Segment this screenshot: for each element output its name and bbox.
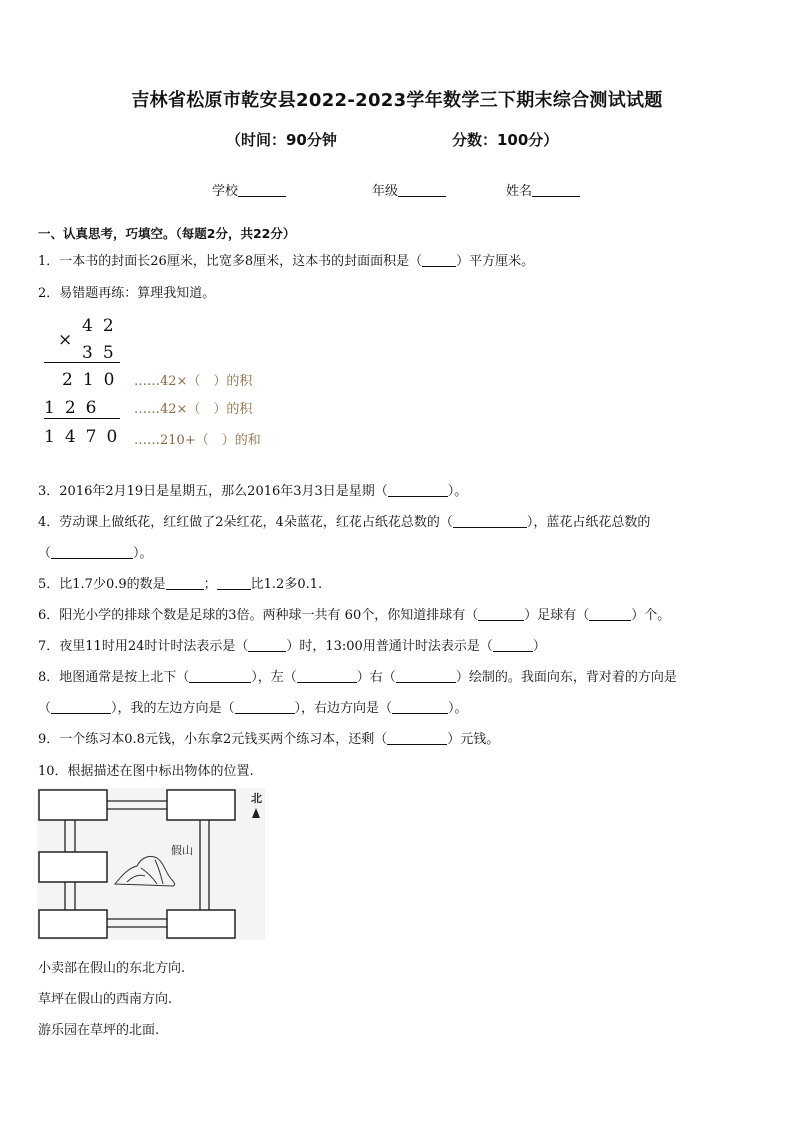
q8-text-h: ）。 <box>448 701 468 716</box>
q9-text-b: ）元钱。 <box>447 732 500 747</box>
statement-3: 游乐园在草坪的北面. <box>38 1023 160 1038</box>
question-4 <box>38 511 650 530</box>
q9-text-a: 9．一个练习本0.8元钱，小东拿2元钱买两个练习本，还剩（ <box>38 732 388 747</box>
q8-text-a: 8．地图通常是按上北下（ <box>38 670 190 685</box>
statement-2: 草坪在假山的西南方向. <box>38 992 173 1007</box>
q8-text-f: ），我的左边方向是（ <box>111 701 235 716</box>
grade-blank[interactable] <box>398 184 446 197</box>
q5-text-a: 5．比1.7少0.9的数是 <box>38 577 166 592</box>
note-partial-2: ……42×（ ）的积 <box>134 402 253 417</box>
q4-blank-1[interactable] <box>453 515 527 528</box>
map-box-top-right[interactable] <box>167 790 235 820</box>
q8-text-g: ），右边方向是（ <box>294 701 393 716</box>
hill-label: 假山 <box>171 844 193 857</box>
statement-1: 小卖部在假山的东北方向. <box>38 961 186 976</box>
q8-blank-3[interactable] <box>396 670 456 683</box>
q7-text-c: ） <box>532 639 546 654</box>
q7-blank-1[interactable] <box>248 639 286 652</box>
q4-text-a: 4．劳动课上做纸花，红红做了2朵红花，4朵蓝花，红花占纸花总数的（ <box>38 515 453 530</box>
question-8 <box>38 666 677 685</box>
q6-text-c: ）个。 <box>631 608 671 623</box>
school-field[interactable] <box>212 180 286 199</box>
question-4-cont <box>38 542 153 561</box>
multiplier: 35 <box>82 343 124 363</box>
question-7 <box>38 635 546 654</box>
map-box-top-left[interactable] <box>39 790 107 820</box>
q7-blank-2[interactable] <box>493 639 533 652</box>
product-rule-1 <box>44 362 120 363</box>
north-label: 北 <box>251 792 262 805</box>
q6-text-a: 6．阳光小学的排球个数是足球的3倍。两种球一共有 60个，你知道排球有（ <box>38 608 479 623</box>
name-field[interactable] <box>506 180 580 199</box>
question-2: 2．易错题再练：算理我知道。 <box>38 286 216 301</box>
score-label: 分数：100分） <box>452 131 559 149</box>
q8-text-e: （ <box>38 701 52 716</box>
note-partial-1: ……42×（ ）的积 <box>134 374 253 389</box>
q1-blank[interactable] <box>422 254 456 267</box>
time-label: （时间：90分钟 <box>226 131 337 149</box>
product-rule-2 <box>44 418 120 419</box>
q8-blank-4[interactable] <box>51 701 111 714</box>
map-box-bottom-left[interactable] <box>39 910 107 938</box>
multiplicand: 42 <box>82 316 124 336</box>
q3-text-b: ）。 <box>447 484 468 499</box>
name-blank[interactable] <box>532 184 580 197</box>
partial-product-1: 210 <box>62 370 125 390</box>
final-product: 1470 <box>44 427 128 447</box>
q5-text-b: ； <box>203 577 217 592</box>
question-6 <box>38 604 670 623</box>
q8-text-b: ），左（ <box>251 670 297 685</box>
q5-blank-1[interactable] <box>166 577 204 590</box>
page-title: 吉林省松原市乾安县2022-2023学年数学三下期末综合测试试题 <box>131 90 663 111</box>
q8-text-d: ）绘制的。我面向东，背对着的方向是 <box>455 670 677 685</box>
q8-text-c: ）右（ <box>356 670 396 685</box>
school-blank[interactable] <box>238 184 286 197</box>
q3-text-a: 3．2016年2月19日是星期五，那么2016年3月3日是星期（ <box>38 484 388 499</box>
q4-text-d: ）。 <box>133 546 153 561</box>
q6-blank-2[interactable] <box>589 608 631 621</box>
question-8-cont <box>38 697 468 716</box>
q8-blank-1[interactable] <box>189 670 251 683</box>
q7-text-a: 7．夜里11时用24时计时法表示是（ <box>38 639 249 654</box>
partial-product-2: 126 <box>44 398 107 418</box>
section-heading: 一、认真思考，巧填空。（每题2分，共22分） <box>38 226 296 241</box>
q5-text-c: 比1.2多0.1. <box>250 577 323 592</box>
question-10: 10．根据描述在图中标出物体的位置. <box>38 764 254 779</box>
q4-text-b: ），蓝花占纸花总数的 <box>526 515 651 530</box>
q3-blank[interactable] <box>388 484 448 497</box>
map-box-middle-left[interactable] <box>39 852 107 882</box>
grade-label: 年级 <box>372 184 399 199</box>
q4-blank-2[interactable] <box>51 546 133 559</box>
q8-blank-5[interactable] <box>235 701 295 714</box>
multiply-sign: × <box>58 330 73 350</box>
location-map[interactable] <box>37 788 265 940</box>
q8-blank-6[interactable] <box>392 701 448 714</box>
q5-blank-2[interactable] <box>217 577 251 590</box>
q7-text-b: ）时，13:00用普通计时法表示是（ <box>286 639 493 654</box>
note-sum: ……210+（ ）的和 <box>134 433 261 448</box>
question-3 <box>38 480 467 499</box>
q9-blank[interactable] <box>387 732 447 745</box>
grade-field[interactable] <box>372 180 446 199</box>
q1-text-a: 1．一本书的封面长26厘米，比宽多8厘米，这本书的封面面积是（ <box>38 254 423 269</box>
q8-blank-2[interactable] <box>297 670 357 683</box>
q4-text-c: （ <box>38 546 52 561</box>
map-box-bottom-right[interactable] <box>167 910 235 938</box>
q6-blank-1[interactable] <box>478 608 524 621</box>
school-label: 学校 <box>212 184 239 199</box>
question-1 <box>38 250 534 269</box>
q1-text-b: ）平方厘米。 <box>456 254 535 269</box>
question-9 <box>38 728 499 747</box>
q6-text-b: ）足球有（ <box>524 608 590 623</box>
name-label: 姓名 <box>506 184 533 199</box>
question-5 <box>38 573 322 592</box>
